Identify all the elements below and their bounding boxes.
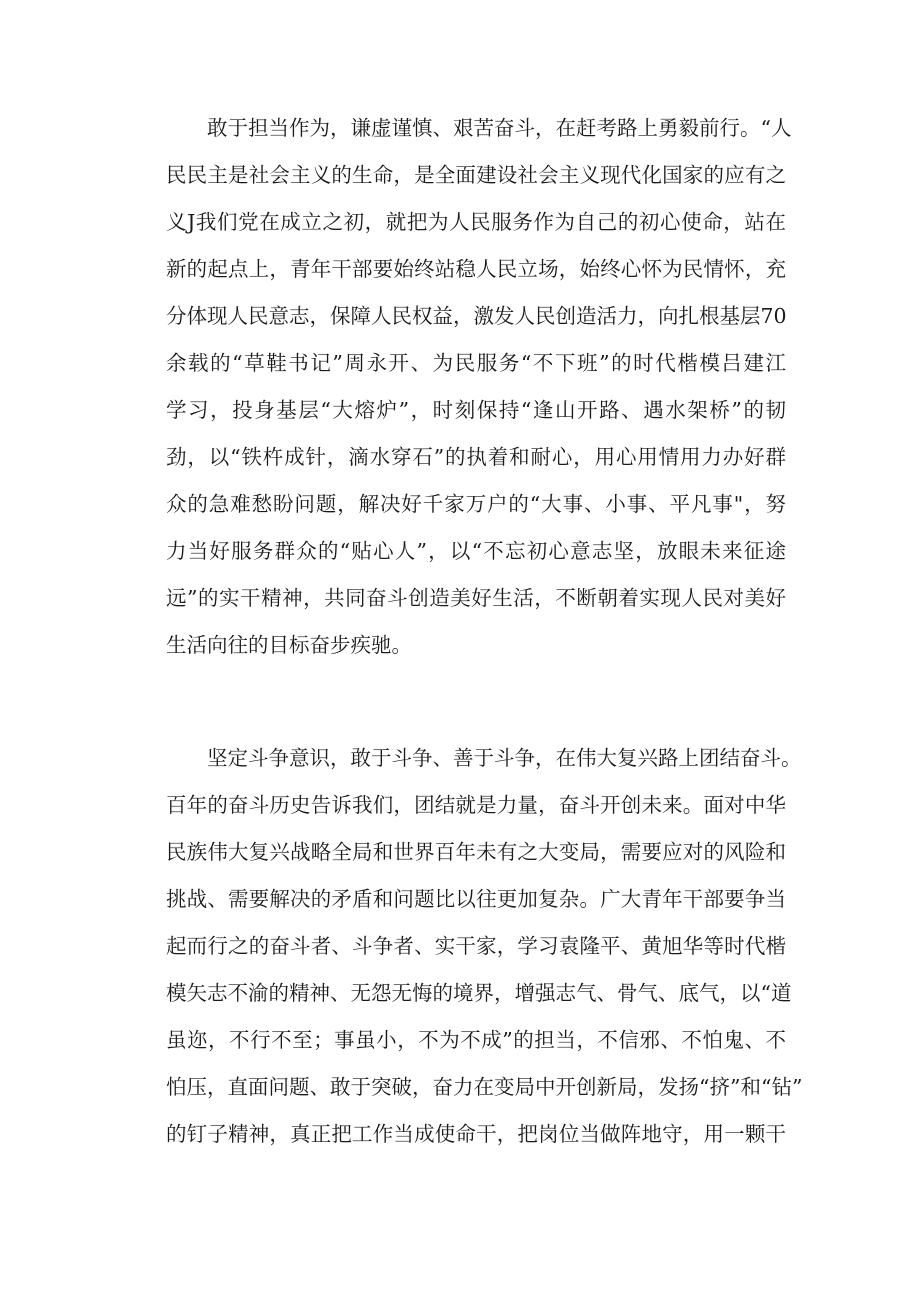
paragraph-line: 民族伟大复兴战略全局和世界百年未有之大变局，需要应对的风险和 [166,840,786,864]
paragraph-line: 新的起点上，青年干部要始终站稳人民立场，始终心怀为民情怀，充 [166,257,786,281]
paragraph-line: 百年的奋斗历史告诉我们，团结就是力量，奋斗开创未来。面对中华 [166,793,786,817]
paragraph-line: 远”的实干精神，共同奋斗创造美好生活，不断朝着实现人民对美好 [166,586,786,610]
paragraph-line: 学习，投身基层“大熔炉”，时刻保持“逢山开路、遇水架桥”的韧 [166,398,786,422]
paragraph-line: 分体现人民意志，保障人民权益，激发人民创造活力，向扎根基层70 [166,304,787,328]
paragraph-line: 生活向往的目标奋步疾驰。 [166,633,412,657]
paragraph-line: 劲，以“铁杵成针，滴水穿石”的执着和耐心，用心用情用力办好群 [166,445,786,469]
paragraph-line: 怕压，直面问题、敢于突破，奋力在变局中开创新局，发扬“挤”和“钻” [166,1075,803,1099]
paragraph-line: 义J我们党在成立之初，就把为人民服务作为自己的初心使命，站在 [166,210,786,234]
paragraph-1 [166,105,792,669]
paragraph-line: 敢于担当作为，谦虚谨慎、艰苦奋斗，在赶考路上勇毅前行。“人 [207,116,792,140]
paragraph-line: 模矢志不渝的精神、无怨无悔的境界，增强志气、骨气、底气，以“道 [166,981,792,1005]
paragraph-line: 力当好服务群众的“贴心人”，以“不忘初心意志坚，放眼未来征途 [166,539,786,563]
paragraph-line: 民民主是社会主义的生命，是全面建设社会主义现代化国家的应有之 [166,163,786,187]
paragraph-line: 坚定斗争意识，敢于斗争、善于斗争，在伟大复兴路上团结奋斗。 [207,746,802,770]
paragraph-2 [166,735,803,1158]
paragraph-line: 挑战、需要解决的矛盾和问题比以往更加复杂。广大青年干部要争当 [166,887,786,911]
paragraph-line: 虽迩，不行不至；事虽小，不为不成”的担当，不信邪、不怕鬼、不 [166,1028,786,1052]
paragraph-line: 余载的“草鞋书记”周永开、为民服务“不下班”的时代楷模吕建江 [166,351,786,375]
paragraph-line: 众的急难愁盼问题，解决好千家万户的“大事、小事、平凡事"，努 [166,492,786,516]
paragraph-line: 的钉子精神，真正把工作当成使命干，把岗位当做阵地守，用一颗干 [166,1122,786,1146]
paragraph-line: 起而行之的奋斗者、斗争者、实干家，学习袁隆平、黄旭华等时代楷 [166,934,786,958]
